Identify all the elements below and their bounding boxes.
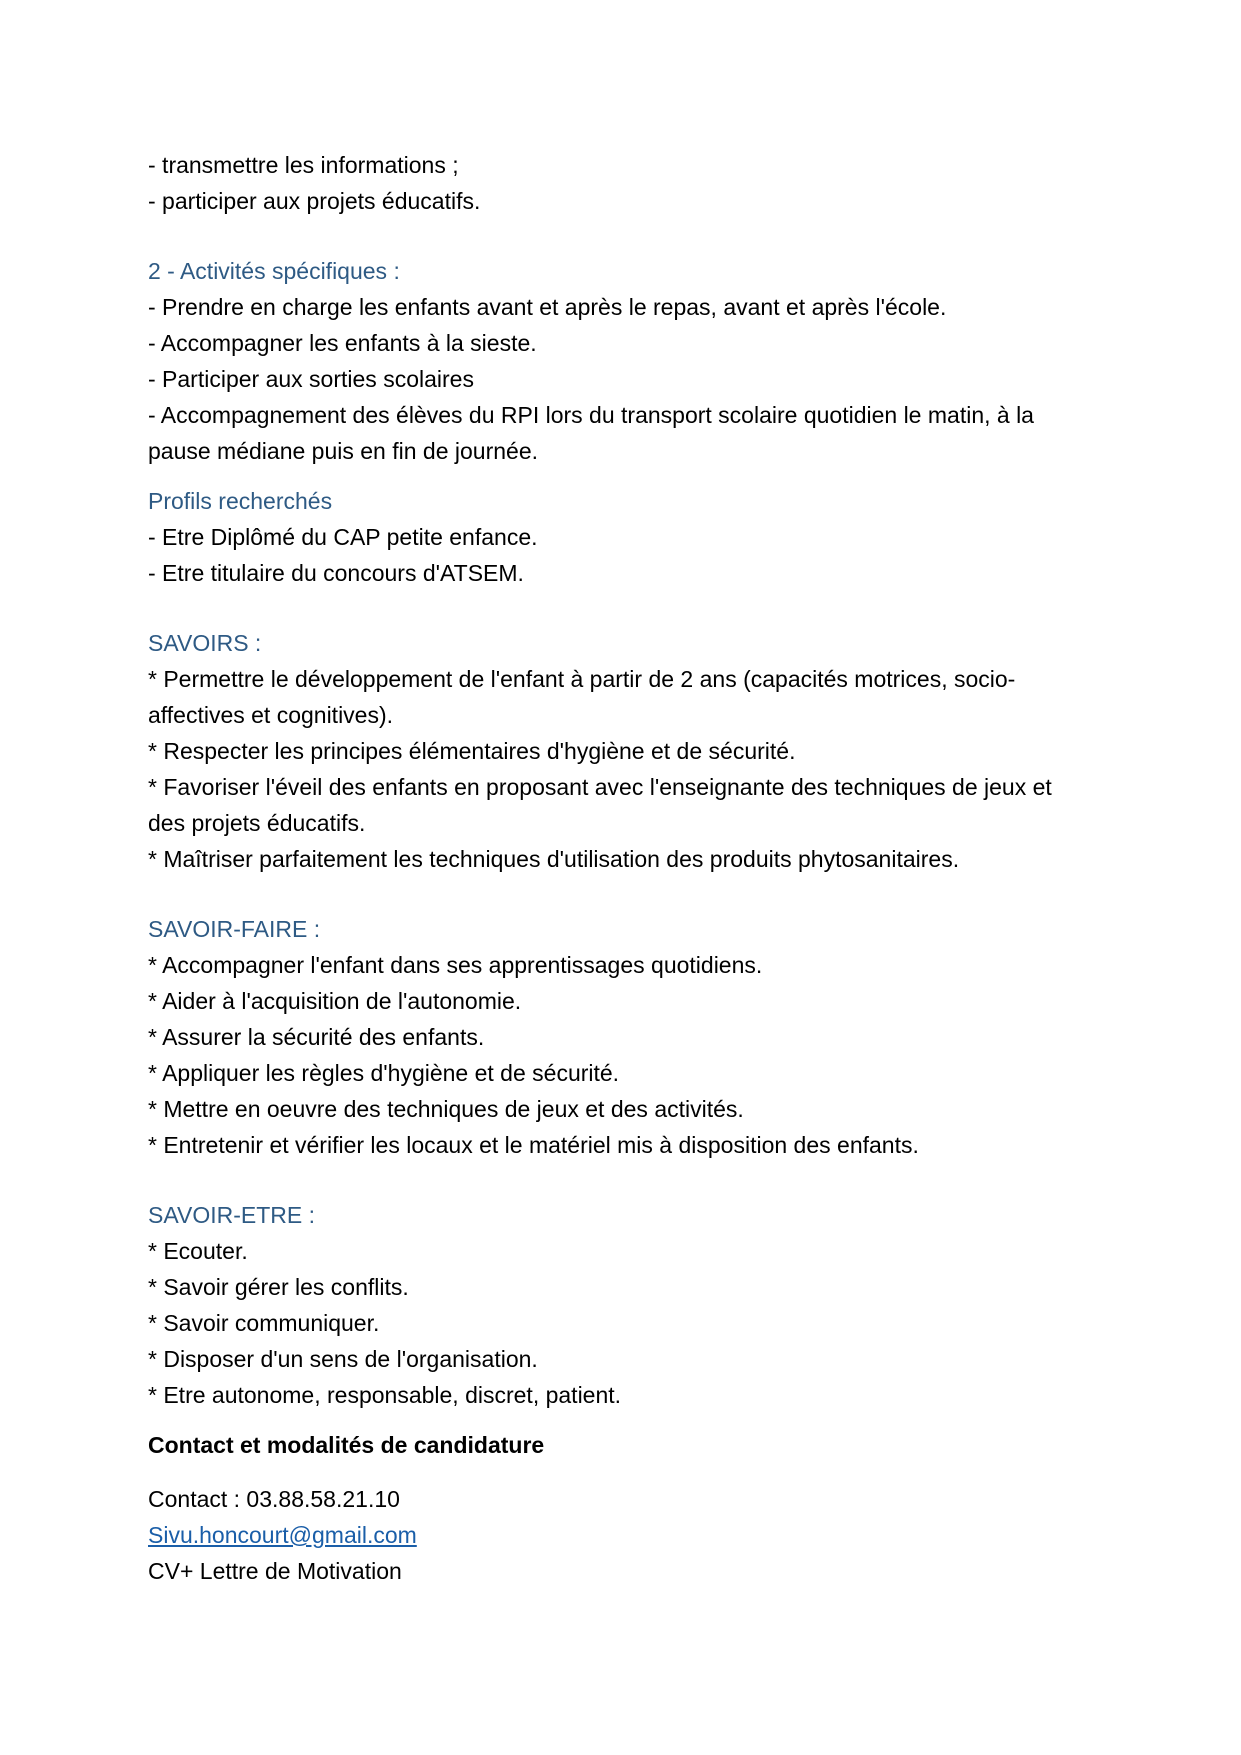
contact-email-link[interactable]: Sivu.honcourt@gmail.com [148,1522,417,1548]
intro-list [148,147,1093,219]
section-heading: SAVOIR-ETRE : [148,1202,315,1228]
contact-email-line [148,1517,1093,1553]
section-heading: 2 - Activités spécifiques : [148,258,400,284]
section-contact [148,1427,1093,1589]
list-item: * Savoir gérer les conflits. [148,1274,409,1300]
list-item: - Etre titulaire du concours d'ATSEM. [148,560,524,586]
list-item: * Respecter les principes élémentaires d'hygiène et de sécurité. [148,738,796,764]
list-item: - Prendre en charge les enfants avant et après le repas, avant et après l'école. [148,294,947,320]
list-item: - Participer aux sorties scolaires [148,366,474,392]
contact-phone: Contact : 03.88.58.21.10 [148,1486,400,1512]
contact-title: Contact et modalités de candidature [148,1432,545,1458]
section-activites [148,253,1093,469]
list-item: - Accompagner les enfants à la sieste. [148,330,537,356]
list-item: * Aider à l'acquisition de l'autonomie. [148,988,522,1014]
list-item: * Appliquer les règles d'hygiène et de sécurité. [148,1060,620,1086]
contact-documents: CV+ Lettre de Motivation [148,1558,402,1584]
list-item: * Ecouter. [148,1238,248,1264]
list-item: - Accompagnement des élèves du RPI lors du transport scolaire quotidien le matin, à la pause médiane puis en fin de journée. [148,402,1034,464]
list-item: * Accompagner l'enfant dans ses apprentissages quotidiens. [148,952,763,978]
list-item: * Favoriser l'éveil des enfants en proposant avec l'enseignante des techniques de jeux et des projets éducatifs. [148,774,1052,836]
section-profils [148,483,1093,591]
section-savoirs [148,625,1093,877]
list-item: - participer aux projets éducatifs. [148,188,481,214]
list-item: * Savoir communiquer. [148,1310,380,1336]
list-item: * Etre autonome, responsable, discret, patient. [148,1382,622,1408]
list-item: * Entretenir et vérifier les locaux et le matériel mis à disposition des enfants. [148,1132,919,1158]
section-savoir-etre [148,1197,1093,1413]
list-item: * Permettre le développement de l'enfant à partir de 2 ans (capacités motrices, socio-affectives et cognitives). [148,666,1016,728]
section-heading: SAVOIRS : [148,630,262,656]
document-body [148,147,1093,1589]
list-item: * Disposer d'un sens de l'organisation. [148,1346,538,1372]
list-item: - transmettre les informations ; [148,152,459,178]
section-heading: Profils recherchés [148,488,333,514]
list-item: * Assurer la sécurité des enfants. [148,1024,485,1050]
list-item: - Etre Diplômé du CAP petite enfance. [148,524,538,550]
section-heading: SAVOIR-FAIRE : [148,916,321,942]
list-item: * Maîtriser parfaitement les techniques d'utilisation des produits phytosanitaires. [148,846,960,872]
section-savoir-faire [148,911,1093,1163]
list-item: * Mettre en oeuvre des techniques de jeux et des activités. [148,1096,744,1122]
